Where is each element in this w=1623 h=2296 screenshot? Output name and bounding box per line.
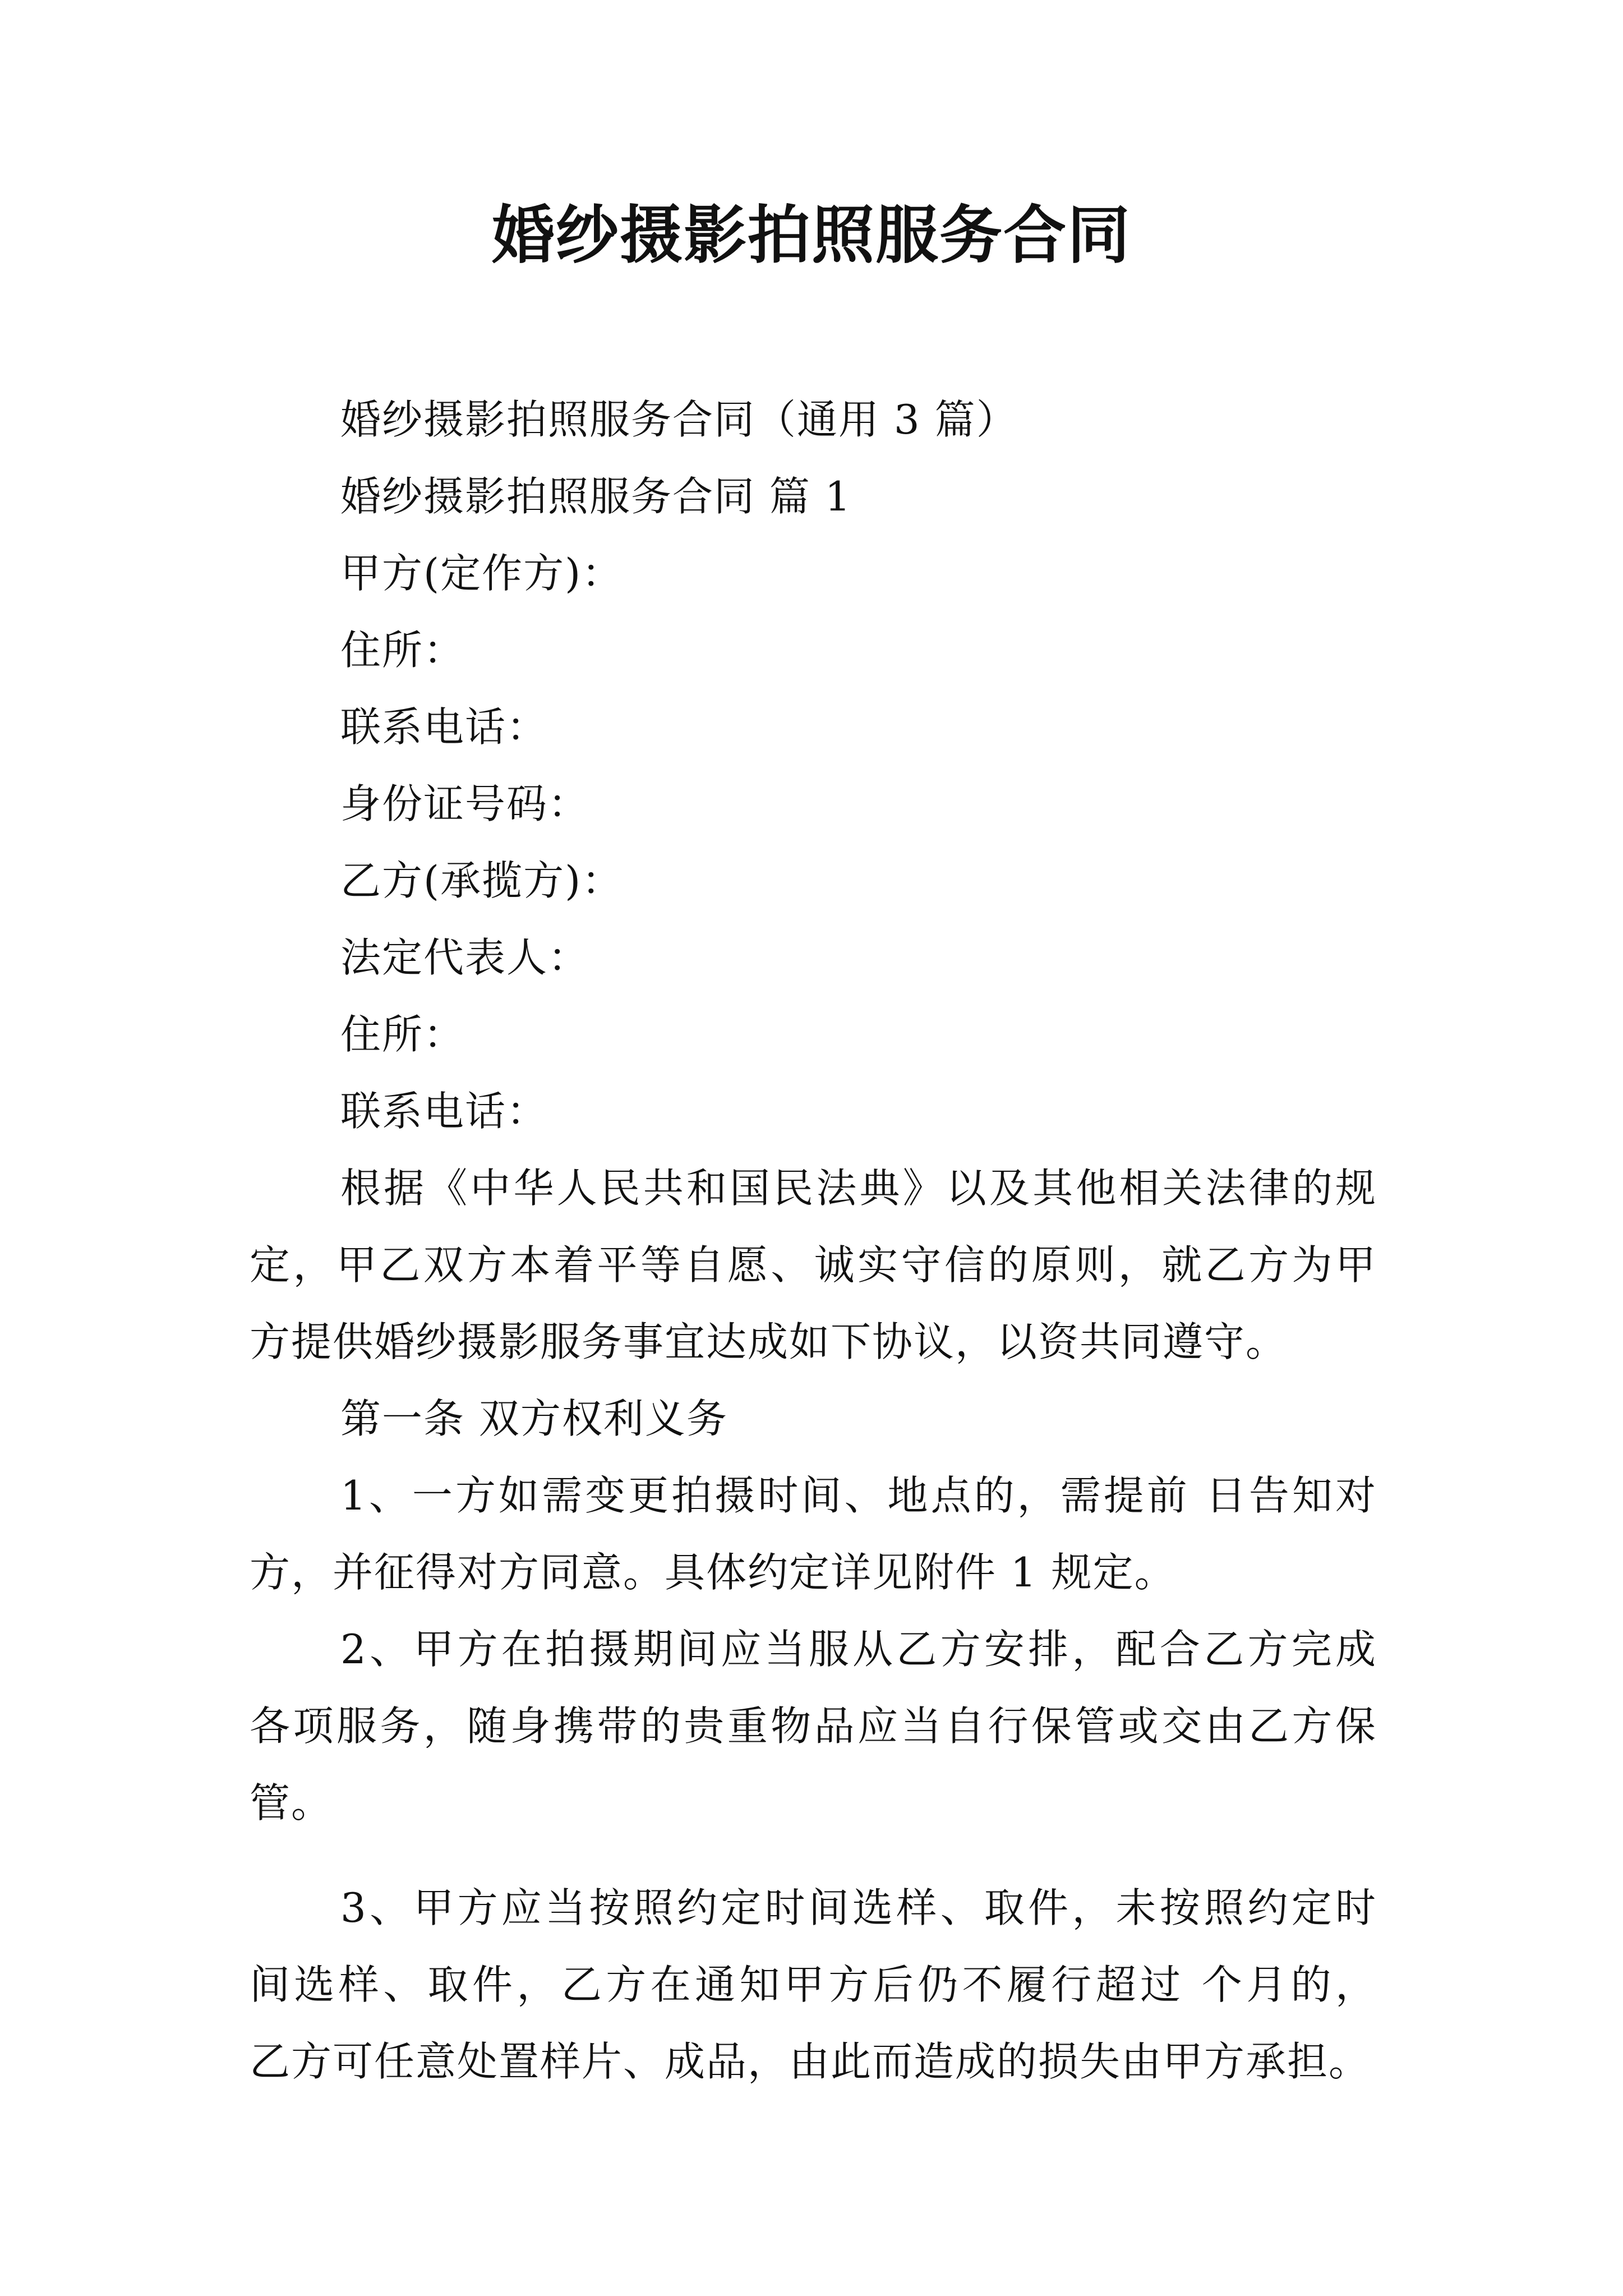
- paragraph-line: 2、甲方在拍摄期间应当服从乙方安排，配合乙方完成: [340, 1626, 1377, 1673]
- party-a-address-label: 住所：: [340, 627, 465, 674]
- paragraph-line: 定，甲乙双方本着平等自愿、诚实守信的原则，就乙方为甲: [250, 1241, 1377, 1289]
- article-heading: 第一条 双方权利义务: [340, 1395, 728, 1442]
- party-b-address-label: 住所：: [340, 1011, 465, 1058]
- document-body: [250, 381, 1377, 2100]
- paragraph-line: 3、甲方应当按照约定时间选样、取件，未按照约定时: [340, 1884, 1377, 1931]
- paragraph-line: 1、一方如需变更拍摄时间、地点的，需提前 日告知对: [340, 1472, 1377, 1519]
- paragraph-line: 乙方可任意处置样片、成品，由此而造成的损失由甲方承担。: [250, 2038, 1371, 2085]
- document-title: 婚纱摄影拍照服务合同: [492, 199, 1131, 272]
- paragraph-line: 间选样、取件，乙方在通知甲方后仍不履行超过 个月的，: [250, 1961, 1377, 2008]
- party-b-phone-label: 联系电话：: [340, 1088, 548, 1135]
- party-a-label: 甲方(定作方)：: [340, 550, 624, 597]
- paragraph-line: 根据《中华人民共和国民法典》以及其他相关法律的规: [340, 1165, 1377, 1212]
- party-b-representative-label: 法定代表人：: [340, 934, 590, 981]
- paragraph-line: 各项服务，随身携带的贵重物品应当自行保管或交由乙方保: [250, 1703, 1377, 1750]
- paragraph-gap: [250, 1842, 1377, 1870]
- paragraph-line: 方，并征得对方同意。具体约定详见附件 1 规定。: [250, 1549, 1176, 1596]
- section-heading: 婚纱摄影拍照服务合同 篇 1: [340, 473, 852, 520]
- subtitle-line: 婚纱摄影拍照服务合同（通用 3 篇）: [340, 396, 1018, 443]
- party-b-label: 乙方(承揽方)：: [340, 857, 624, 904]
- party-a-phone-label: 联系电话：: [340, 703, 548, 751]
- paragraph-line: 方提供婚纱摄影服务事宜达成如下协议，以资共同遵守。: [250, 1318, 1288, 1365]
- party-a-id-label: 身份证号码：: [340, 780, 590, 827]
- paragraph-line: 管。: [250, 1779, 333, 1826]
